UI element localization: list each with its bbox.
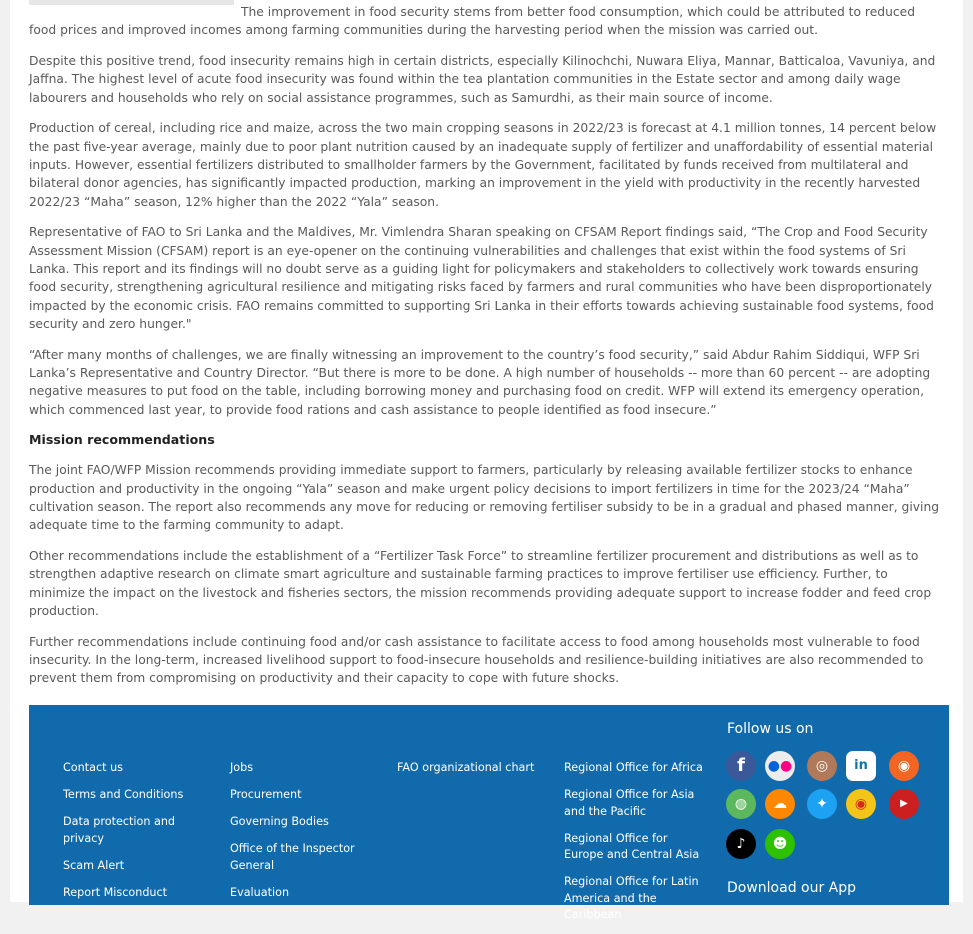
tiktok-icon[interactable]: ♪ [726,829,756,859]
twitter-icon[interactable]: ✦ [807,789,837,819]
footer-link-terms[interactable]: Terms and Conditions [63,788,184,801]
footer-link-ro-africa[interactable]: Regional Office for Africa [564,761,703,774]
article-paragraph: Representative of FAO to Sri Lanka and the Maldives, Mr. Vimlendra Sharan speaking on CFSAM Report findings said, “The Crop and Food Security Assessment Mission (CFSAM) report is an eye-opener on the continuing vulnerabilities and challenges that exist within the food systems of Sri Lanka. This report and its findings will no doubt serve as a guiding light for policymakers and stakeholders to collectively work towards ensuring food security, strengthening agricultural resilience and mitigating risks faced by farmers and rural communities who have been disproportionately impacted by the economic crisis. FAO remains committed to supporting Sri Lanka in their efforts towards achieving sustainable food systems, food security and zero hunger." [29,225,934,331]
facebook-icon[interactable]: f [726,751,756,781]
instagram-icon[interactable]: ◎ [807,751,837,781]
footer-column-4 [564,760,704,934]
site-footer [29,705,949,921]
footer-link-contact[interactable]: Contact us [63,761,124,774]
footer-link-procurement[interactable]: Procurement [230,788,302,801]
footer-column-2 [230,760,380,912]
youtube-icon[interactable]: ▶ [889,789,919,819]
section-heading: Mission recommendations [29,432,215,448]
article-paragraph: Other recommendations include the establishment of a “Fertilizer Task Force” to streamline fertilizer procurement and distributions as well as to strengthen adaptive research on climate smart agriculture and sustainable farming practices to improve fertiliser use efficiency. Further, to minimize the impact on the livestock and fisheries sectors, the mission recommends providing adequate support to increase fodder and feed crop production. [29,549,932,619]
article-paragraph: Further recommendations include continuing food and/or cash assistance to facilitate access to food among households most vulnerable to food insecurity. In the long-term, increased livelihood support to food-insecure households and resilience-building initiatives are also recommended to prevent them from compromising on productivity and their capacity to cope with future shocks. [29,634,924,686]
wechat-icon[interactable]: ☻ [765,829,795,859]
linkedin-icon[interactable]: in [846,751,876,781]
footer-link-ro-europe[interactable]: Regional Office for Europe and Central Asia [564,831,700,861]
article-body [29,3,944,700]
footer-column-1 [63,760,213,912]
page [10,0,963,921]
article-paragraph: “After many months of challenges, we are finally witnessing an improvement to the country’s food security,” said Abdur Rahim Siddiqui, WFP Sri Lanka’s Representative and Country Director. “But there is more to be done. A high number of households -- more than 60 percent -- are adopting negative measures to put food on the table, including borrowing money and purchasing food on credit. WFP will extend its emergency operation, which commenced last year, to provide food rations and cash assistance to people identified as food insecure.” [29,347,931,417]
follow-us-label: Follow us on [727,721,814,737]
footer-link-org-chart[interactable]: FAO organizational chart [397,761,535,774]
footer-link-jobs[interactable]: Jobs [230,761,254,774]
article-paragraph: Despite this positive trend, food insecurity remains high in certain districts, especially Kilinochchi, Nuwara Eliya, Mannar, Batticaloa, Vavuniya, and Jaffna. The highest level of acute food insecurity was found within the tea plantation communities in the Estate sector and among daily wage labourers and households who rely on social assistance programmes, such as Samurdhi, as their main source of income. [29,54,936,105]
footer-link-governing-bodies[interactable]: Governing Bodies [230,815,329,828]
footer-link-report-misconduct[interactable]: Report Misconduct [63,885,168,899]
podcast-icon[interactable]: ◍ [726,789,756,819]
footer-link-scam-alert[interactable]: Scam Alert [63,858,125,872]
footer-column-3 [397,760,547,787]
footer-link-evaluation[interactable]: Evaluation [230,885,290,899]
footer-link-inspector-general[interactable]: Office of the Inspector General [230,842,355,872]
footer-link-ro-latin-america[interactable]: Regional Office for Latin America and the Caribbean [564,875,699,921]
soundcloud-icon[interactable]: ☁ [765,789,795,819]
article-paragraph: Production of cereal, including rice and maize, across the two main cropping seasons in 2022/23 is forecast at 4.1 million tonnes, 14 percent below the past five-year average, mainly due to poor plant nutrition caused by an inadequate supply of fertilizer and unaffordability of essential material inputs. However, essential fertilizers distributed to smallholder farmers by the Government, facilitated by funds received from multilateral and bilateral donor agencies, has significantly impacted production, marking an improvement in the yield with productivity in the recently harvested 2022/23 “Maha” season, 12% higher than the 2022 “Yala” season. [29,121,937,209]
article-paragraph: The joint FAO/WFP Mission recommends providing immediate support to farmers, particularly by releasing available fertilizer stocks to enhance production and productivity in the ongoing “Yala” season and make urgent policy decisions to import fertilizers in time for the 2023/24 “Maha” cultivation season. The report also recommends any move for reducing or removing fertiliser subsidy to be in a gradual and phased manner, giving adequate time to the farming community to adapt. [29,463,940,533]
footer-link-ro-asia-pacific[interactable]: Regional Office for Asia and the Pacific [564,788,695,818]
download-app-label: Download our App [727,880,857,896]
article-paragraph: The improvement in food security stems from better food consumption, which could be attributed to reduced food prices and improved incomes among farming communities during the harvesting period when the mission was carried out. [29,5,916,38]
footer-link-privacy[interactable]: Data protection and privacy [63,815,176,845]
flickr-icon[interactable]: ●● [765,751,795,781]
weibo-icon[interactable]: ◉ [846,789,876,819]
rss-icon[interactable]: ◉ [889,751,919,781]
